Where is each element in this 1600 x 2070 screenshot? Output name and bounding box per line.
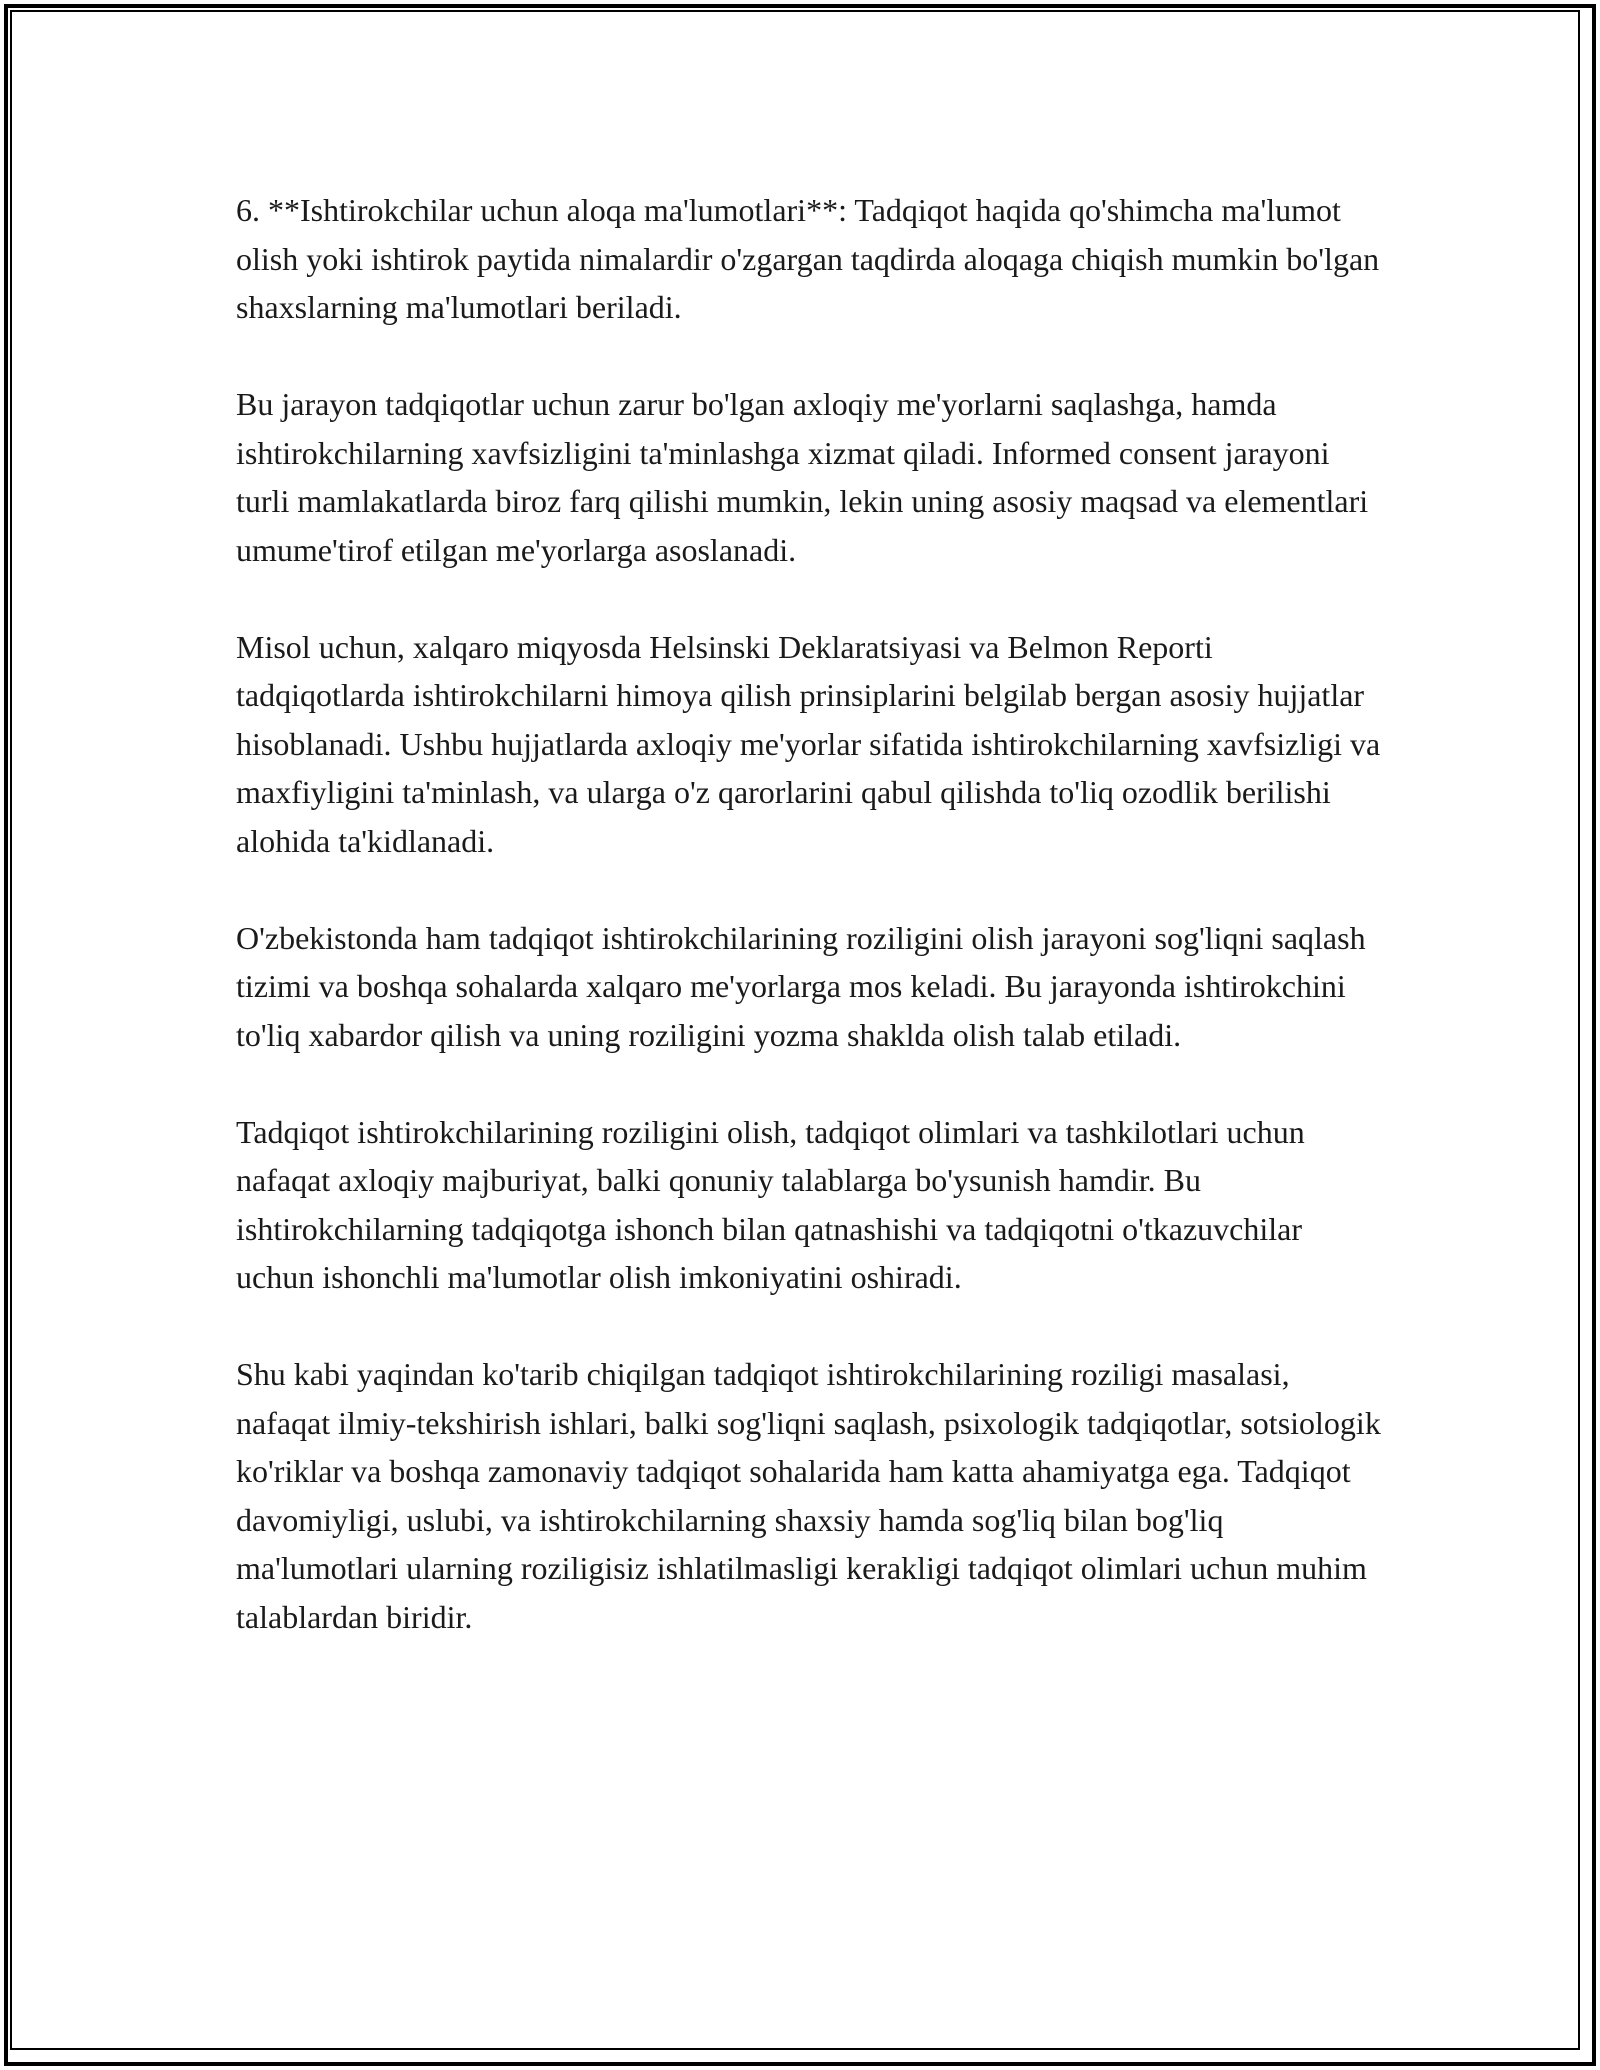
paragraph-contact-info: 6. **Ishtirokchilar uchun aloqa ma'lumotlari**: Tadqiqot haqida qo'shimcha ma'lumot olish yoki ishtirok paytida nimalardir o'zgargan taqdirda aloqaga chiqish mumkin bo'lgan shaxslarning ma'lumotlari beriladi.	[236, 192, 1380, 325]
paragraph-uzbekistan-practice: O'zbekistonda ham tadqiqot ishtirokchilarining roziligini olish jarayoni sog'liqni saqlash tizimi va boshqa sohalarda xalqaro me'yorlarga mos keladi. Bu jarayonda ishtirokchini to'liq xabardor qilish va uning roziligini yozma shaklda olish talab etiladi.	[236, 919, 1366, 1053]
paragraph-legal-obligation: Tadqiqot ishtirokchilarining roziligini olish, tadqiqot olimlari va tashkilotlari uchun nafaqat axloqiy majburiyat, balki qonuniy talablarga bo'ysunish hamdir. Bu ishtirokchilarning tadqiqotga ishonch bilan qatnashishi va tadqiqotni o'tkazuvchilar uchun ishonchli ma'lumotlar olish imkoniyatini oshiradi.	[236, 1113, 1305, 1295]
paragraph-research-fields: Shu kabi yaqindan ko'tarib chiqilgan tadqiqot ishtirokchilarining roziligi masalasi, nafaqat ilmiy-tekshirish ishlari, balki sog'liqni saqlash, psixologik tadqiqotlar, sotsiologik ko'riklar va boshqa zamonaviy tadqiqot sohalarida ham katta ahamiyatga ega. Tadqiqot davomiyligi, uslubi, va ishtirokchilarning shaxsiy hamda sog'liq bilan bog'liq ma'lumotlari ularning roziligisiz ishlatilmasligi kerakligi tadqiqot olimlari uchun muhim talablardan biridir.	[236, 1356, 1381, 1635]
paragraph-ethical-standards: Bu jarayon tadqiqotlar uchun zarur bo'lgan axloqiy me'yorlarni saqlashga, hamda ishtirokchilarning xavfsizligini ta'minlashga xizmat qiladi. Informed consent jarayoni turli mamlakatlarda biroz farq qilishi mumkin, lekin uning asosiy maqsad va elementlari umume'tirof etilgan me'yorlarga asoslanadi.	[236, 386, 1369, 568]
document-body	[236, 186, 1386, 1641]
paragraph-international-documents: Misol uchun, xalqaro miqyosda Helsinski Deklaratsiyasi va Belmon Reporti tadqiqotlarda ishtirokchilarni himoya qilish prinsiplarini belgilab bergan asosiy hujjatlar hisoblanadi. Ushbu hujjatlarda axloqiy me'yorlar sifatida ishtirokchilarning xavfsizligi va maxfiyligini ta'minlash, va ularga o'z qarorlarini qabul qilishda to'liq ozodlik berilishi alohida ta'kidlanadi.	[236, 628, 1381, 859]
